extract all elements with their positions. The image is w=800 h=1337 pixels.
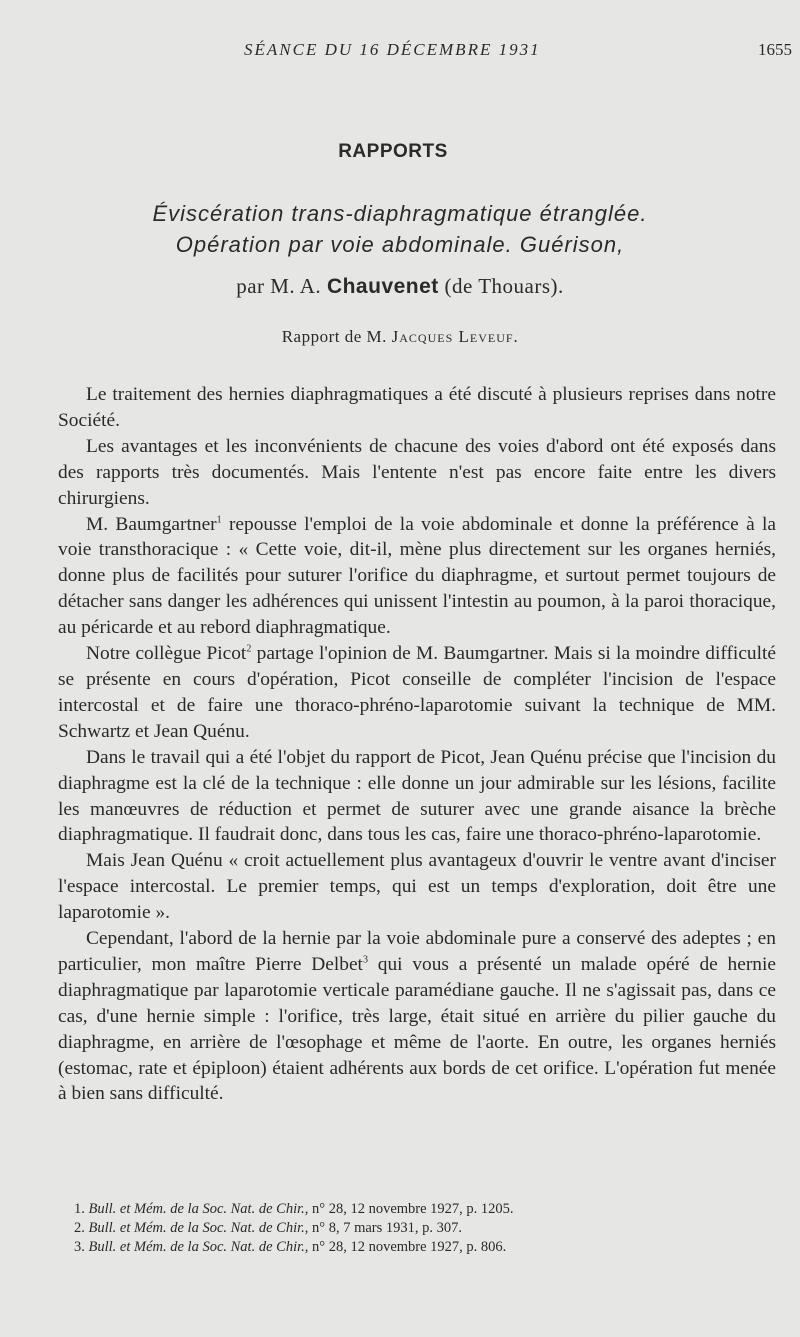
author-suffix: (de Thouars). (438, 274, 564, 298)
rapport-prefix: Rapport de M. (281, 327, 392, 346)
paragraph (58, 512, 776, 642)
paragraph: Mais Jean Quénu « croit actuellement plus avantageux d'ouvrir le ventre avant d'inciser l'espace intercostal. Le premier temps, qui est un temps d'exploration, doit être une laparotomie ». (58, 850, 776, 924)
author-line (0, 274, 800, 299)
article-title-line-1: Éviscération trans-diaphragmatique étranglée. (152, 201, 648, 226)
paragraph-text: Cependant, l'abord de la hernie par la voie abdominale pure a conservé des adeptes ; en particulier, mon maître Pierre Delbet (58, 928, 776, 975)
footnote-ref: 1 (216, 514, 222, 526)
footnote-source: Bull. et Mém. de la Soc. Nat. de Chir. (88, 1220, 305, 1236)
footnotes (74, 1200, 774, 1257)
paragraph-text: M. Baumgartner (86, 513, 217, 535)
paragraph-text: repousse l'emploi de la voie abdominale et donne la préférence à la voie transthoracique : « Cette voie, dit-il, mène plus directement sur les organes herniés, donne plus de facilités pour suturer l'orifice du diaphragme, et surtout permet toujours de détacher sans danger les adhérences qui unissent l'intestin au poumon, à la paroi thoracique, au péricarde et au rebord diaphragmatique. (58, 513, 776, 639)
footnote-ref: 2 (246, 643, 252, 655)
author-prefix: par M. A. (236, 274, 327, 298)
footnote-number: 1. (74, 1201, 85, 1217)
footnote-source: Bull. et Mém. de la Soc. Nat. de Chir. (88, 1239, 305, 1255)
footnote-number: 2. (74, 1220, 85, 1236)
section-title: RAPPORTS (338, 141, 448, 162)
footnote (74, 1238, 774, 1257)
author-name: Chauvenet (326, 275, 439, 298)
footnote (74, 1200, 774, 1219)
footnote-details: , n° 28, 12 novembre 1927, p. 806. (304, 1239, 507, 1255)
footnote (74, 1219, 774, 1238)
paragraph: Les avantages et les inconvénients de chacune des voies d'abord ont été exposés dans des rapports très documentés. Mais l'entente n'est pas encore faite entre les divers chirurgiens. (58, 435, 776, 509)
paragraph: Le traitement des hernies diaphragmatiques a été discuté à plusieurs reprises dans notre Société. (58, 384, 776, 431)
article-title-line-2: Opération par voie abdominale. Guérison, (175, 232, 625, 257)
footnote-source: Bull. et Mém. de la Soc. Nat. de Chir. (88, 1201, 305, 1217)
running-head-title: SÉANCE DU 16 DÉCEMBRE 1931 (244, 40, 541, 59)
body-text (58, 382, 776, 1107)
footnote-number: 3. (74, 1239, 85, 1255)
footnote-details: , n° 28, 12 novembre 1927, p. 1205. (304, 1201, 514, 1217)
article-title (0, 198, 800, 260)
paragraph-text: Notre collègue Picot (86, 643, 247, 665)
paragraph: Dans le travail qui a été l'objet du rapport de Picot, Jean Quénu précise que l'incision du diaphragme est la clé de la technique : elle donne un jour admirable sur les lésions, facilite les manœuvres de réduction et permet de suturer avec une grande aisance la brèche diaphragmatique. Il faudrait donc, dans tous les cas, faire une thoraco-phréno-laparotomie. (58, 746, 776, 846)
footnote-ref: 3 (362, 954, 368, 966)
paragraph (58, 926, 776, 1107)
rapport-suffix: . (513, 327, 519, 346)
rapporteur-name: Jacques Leveuf (391, 327, 514, 346)
paragraph-text: qui vous a présenté un malade opéré de hernie diaphragmatique par laparotomie verticale paramédiane gauche. Il ne s'agissait pas, dans ce cas, d'une hernie simple : l'orifice, très large, était situé en arrière du pilier gauche du diaphragme, en arrière de l'œsophage et même de l'aorte. En outre, les organes herniés (estomac, rate et épiploon) étaient adhérents aux bords de cet orifice. L'opération fut menée à bien sans difficulté. (58, 953, 776, 1105)
rapport-line (0, 327, 800, 347)
paragraph (58, 641, 776, 745)
paragraph-text: partage l'opinion de M. Baumgartner. Mais si la moindre difficulté se présente en cours d'opération, Picot conseille de compléter l'incision de l'espace intercostal et de faire une thoraco-phréno-laparotomie suivant la technique de MM. Schwartz et Jean Quénu. (58, 643, 776, 742)
page-number: 1655 (758, 40, 792, 59)
footnote-details: , n° 8, 7 mars 1931, p. 307. (304, 1220, 462, 1236)
